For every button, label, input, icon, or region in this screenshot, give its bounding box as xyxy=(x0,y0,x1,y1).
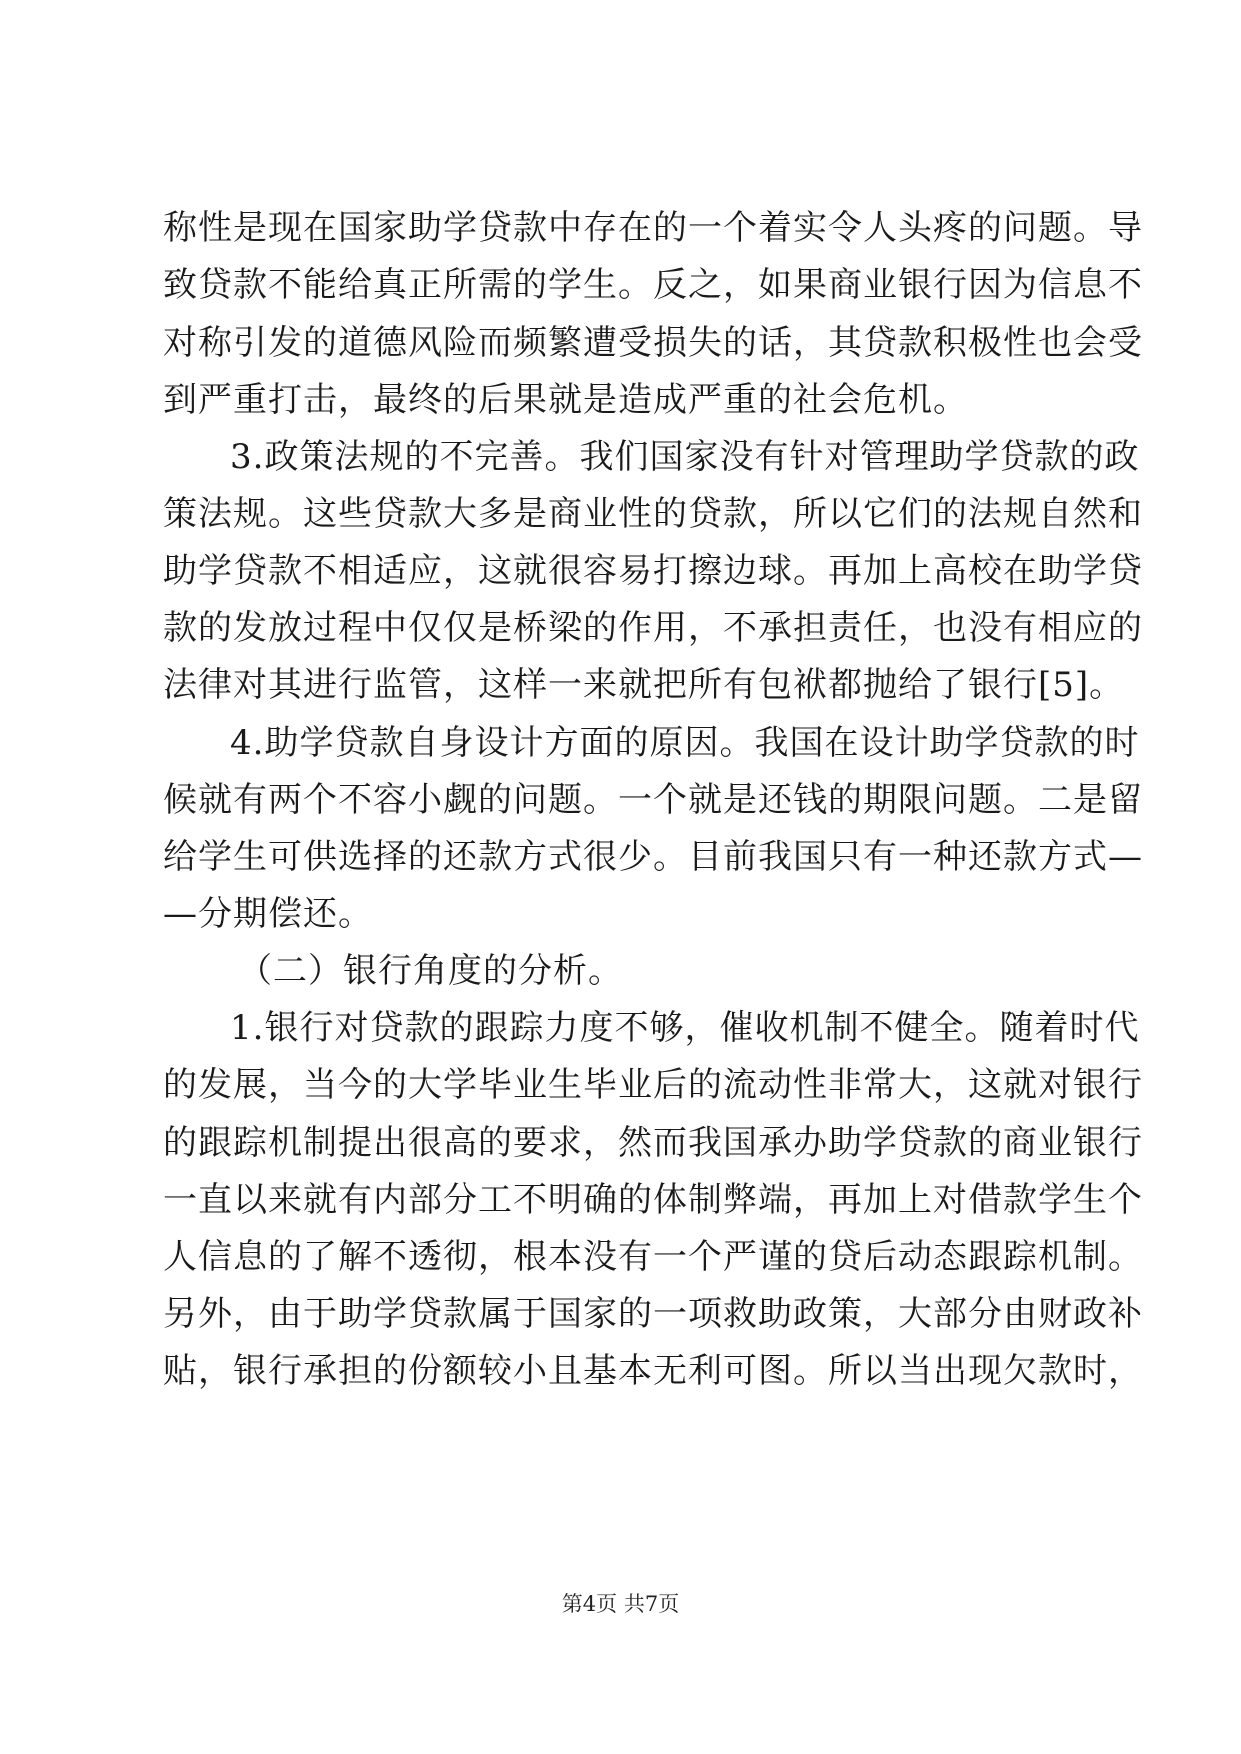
text-line: 的发展，当今的大学毕业生毕业后的流动性非常大，这就对银行 xyxy=(163,1065,1143,1105)
page-number-footer: 第4页 共7页 xyxy=(561,1592,680,1616)
text-line: 一直以来就有内部分工不明确的体制弊端，再加上对借款学生个 xyxy=(163,1180,1143,1220)
text-line: 的跟踪机制提出很高的要求，然而我国承办助学贷款的商业银行 xyxy=(163,1123,1143,1163)
text-line: 人信息的了解不透彻，根本没有一个严谨的贷后动态跟踪机制。 xyxy=(163,1237,1143,1277)
paragraph-heading-1: 1.银行对贷款的跟踪力度不够，催收机制不健全。随着时代 xyxy=(230,1008,1140,1048)
text-line: 到严重打击，最终的后果就是造成严重的社会危机。 xyxy=(163,380,968,420)
text-line: 称性是现在国家助学贷款中存在的一个着实令人头疼的问题。导 xyxy=(163,208,1143,248)
text-line: 另外，由于助学贷款属于国家的一项救助政策，大部分由财政补 xyxy=(163,1294,1143,1334)
text-line: —分期偿还。 xyxy=(163,894,373,934)
paragraph-heading-3: 3.政策法规的不完善。我们国家没有针对管理助学贷款的政 xyxy=(230,437,1140,477)
text-line: 法律对其进行监管，这样一来就把所有包袱都抛给了银行[5]。 xyxy=(163,665,1125,705)
text-line: 助学贷款不相适应，这就很容易打擦边球。再加上高校在助学贷 xyxy=(163,551,1143,591)
text-line: 款的发放过程中仅仅是桥梁的作用，不承担责任，也没有相应的 xyxy=(163,608,1143,648)
text-line: 策法规。这些贷款大多是商业性的贷款，所以它们的法规自然和 xyxy=(163,494,1143,534)
text-line: 贴，银行承担的份额较小且基本无利可图。所以当出现欠款时， xyxy=(163,1351,1143,1391)
text-line: 候就有两个不容小觑的问题。一个就是还钱的期限问题。二是留 xyxy=(163,780,1143,820)
text-line: 致贷款不能给真正所需的学生。反之，如果商业银行因为信息不 xyxy=(163,265,1143,305)
text-line: 给学生可供选择的还款方式很少。目前我国只有一种还款方式— xyxy=(163,837,1143,877)
text-line: 对称引发的道德风险而频繁遭受损失的话，其贷款积极性也会受 xyxy=(163,323,1143,363)
paragraph-heading-4: 4.助学贷款自身设计方面的原因。我国在设计助学贷款的时 xyxy=(230,723,1140,763)
section-heading: （二）银行角度的分析。 xyxy=(238,951,623,991)
